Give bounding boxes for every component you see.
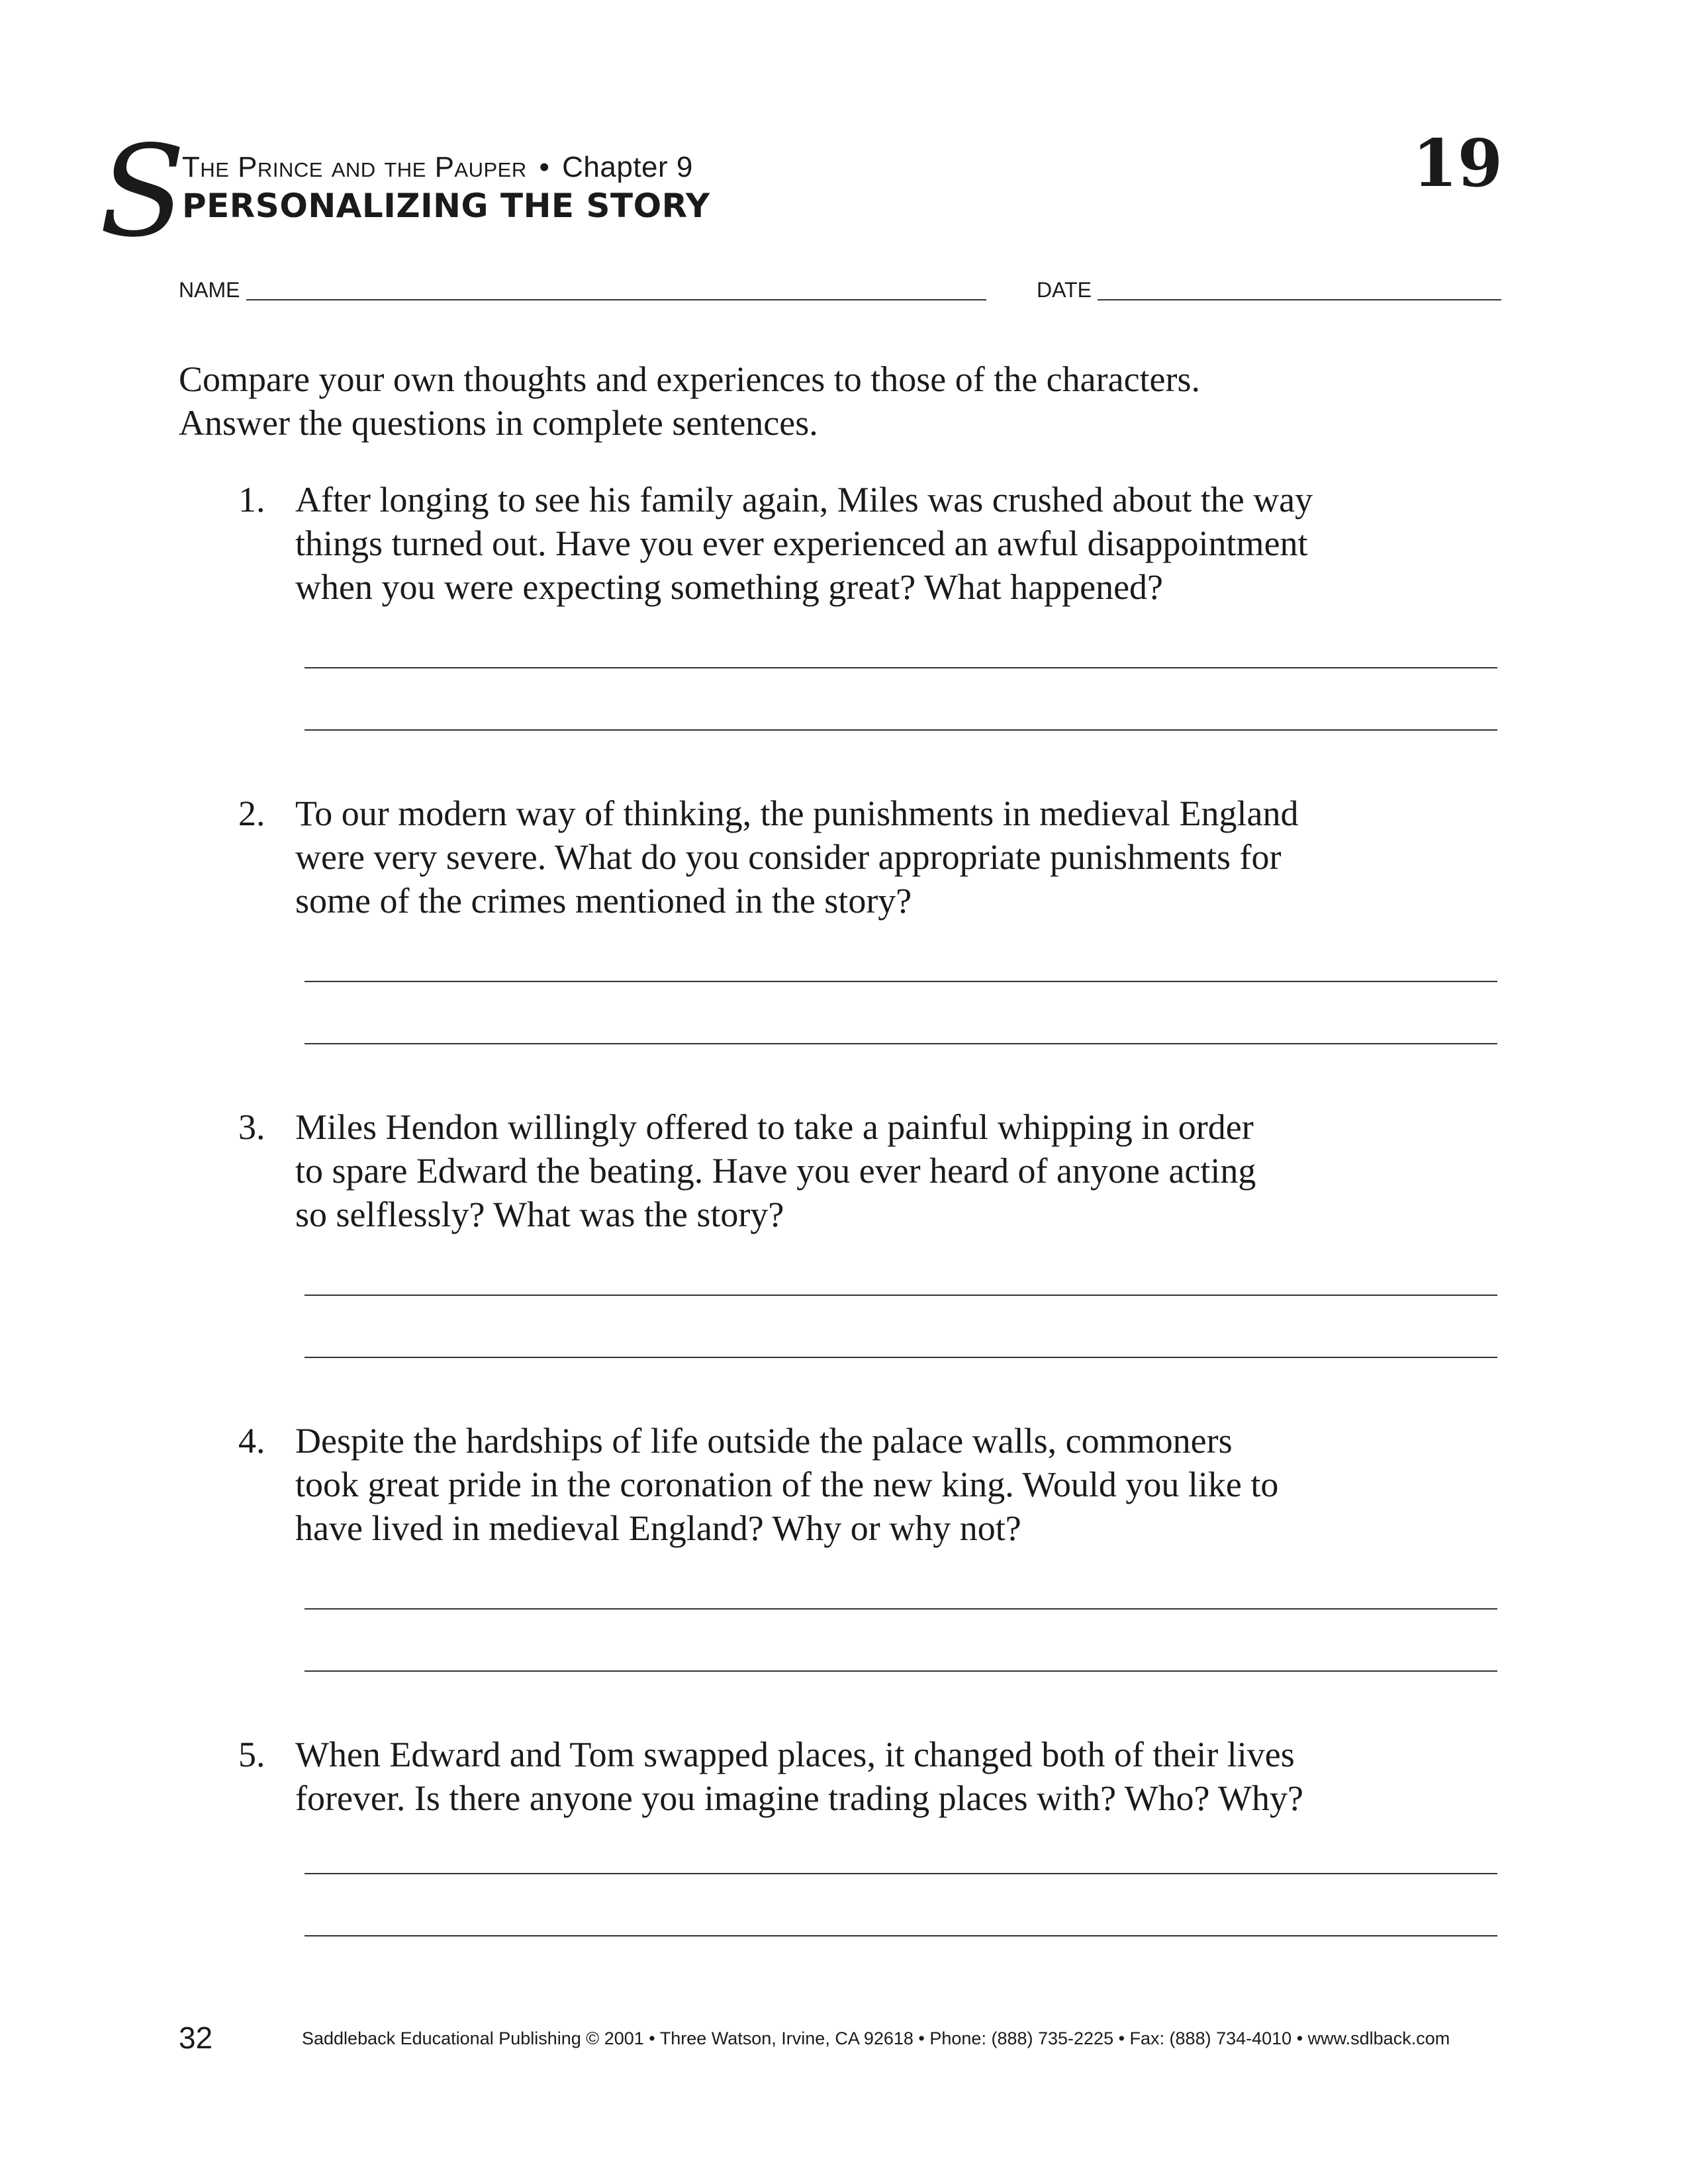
answer-line[interactable] bbox=[305, 1043, 1497, 1044]
question-line: To our modern way of thinking, the punishments in medieval England bbox=[295, 794, 1299, 833]
question-line: Despite the hardships of life outside the palace walls, commoners bbox=[295, 1421, 1233, 1461]
answer-line[interactable] bbox=[305, 729, 1497, 731]
name-label: NAME bbox=[179, 278, 240, 302]
question-text bbox=[295, 792, 1500, 923]
question-number: 5. bbox=[238, 1735, 265, 1774]
page-title: PERSONALIZING THE STORY bbox=[182, 187, 710, 225]
answer-line[interactable] bbox=[305, 1670, 1497, 1672]
question-line: After longing to see his family again, Miles was crushed about the way bbox=[295, 480, 1313, 520]
chapter-label: Chapter 9 bbox=[562, 151, 693, 183]
question-number: 2. bbox=[238, 794, 265, 833]
answer-line[interactable] bbox=[305, 1935, 1497, 1936]
question-line: When Edward and Tom swapped places, it changed both of their lives bbox=[295, 1735, 1295, 1774]
instructions-line: Compare your own thoughts and experiences to those of the characters. bbox=[179, 359, 1201, 399]
instructions-line: Answer the questions in complete sentences. bbox=[179, 403, 818, 443]
saddleback-logo bbox=[99, 118, 186, 265]
question-text bbox=[295, 1105, 1500, 1236]
date-field[interactable] bbox=[1098, 299, 1501, 300]
question-number: 4. bbox=[238, 1421, 265, 1461]
question-text bbox=[295, 1733, 1500, 1820]
answer-line[interactable] bbox=[305, 1608, 1497, 1610]
logo-glyph: S bbox=[99, 118, 186, 265]
question-line: so selflessly? What was the story? bbox=[295, 1195, 784, 1234]
question-number: 3. bbox=[238, 1107, 265, 1147]
page-number: 32 bbox=[179, 2021, 213, 2055]
question-line: forever. Is there anyone you imagine trading places with? Who? Why? bbox=[295, 1778, 1303, 1818]
question-line: were very severe. What do you consider appropriate punishments for bbox=[295, 837, 1282, 877]
book-chapter-heading bbox=[182, 151, 693, 184]
answer-line[interactable] bbox=[305, 1357, 1497, 1358]
book-title: The Prince and the Pauper bbox=[182, 151, 527, 183]
question-line: took great pride in the coronation of the new king. Would you like to bbox=[295, 1465, 1279, 1504]
answer-line[interactable] bbox=[305, 1873, 1497, 1874]
name-field[interactable] bbox=[246, 299, 986, 300]
question-line: things turned out. Have you ever experienced an awful disappointment bbox=[295, 523, 1308, 563]
question-text bbox=[295, 1419, 1500, 1550]
question-line: Miles Hendon willingly offered to take a painful whipping in order bbox=[295, 1107, 1254, 1147]
question-line: have lived in medieval England? Why or why not? bbox=[295, 1508, 1021, 1548]
heading-separator: • bbox=[539, 151, 550, 183]
question-line: when you were expecting something great? What happened? bbox=[295, 567, 1164, 607]
date-label: DATE bbox=[1037, 278, 1092, 302]
question-number: 1. bbox=[238, 480, 265, 520]
question-text bbox=[295, 478, 1500, 609]
instructions bbox=[179, 357, 1489, 445]
question-line: some of the crimes mentioned in the story? bbox=[295, 881, 912, 921]
publisher-footer: Saddleback Educational Publishing © 2001 • Three Watson, Irvine, CA 92618 • Phone: (888) 735-2225 • Fax: (888) 734-4010 • www.sdlback.com bbox=[302, 2028, 1450, 2048]
answer-line[interactable] bbox=[305, 1295, 1497, 1296]
activity-number: 19 bbox=[1412, 126, 1503, 202]
answer-line[interactable] bbox=[305, 667, 1497, 668]
question-line: to spare Edward the beating. Have you ever heard of anyone acting bbox=[295, 1151, 1256, 1191]
answer-line[interactable] bbox=[305, 981, 1497, 982]
